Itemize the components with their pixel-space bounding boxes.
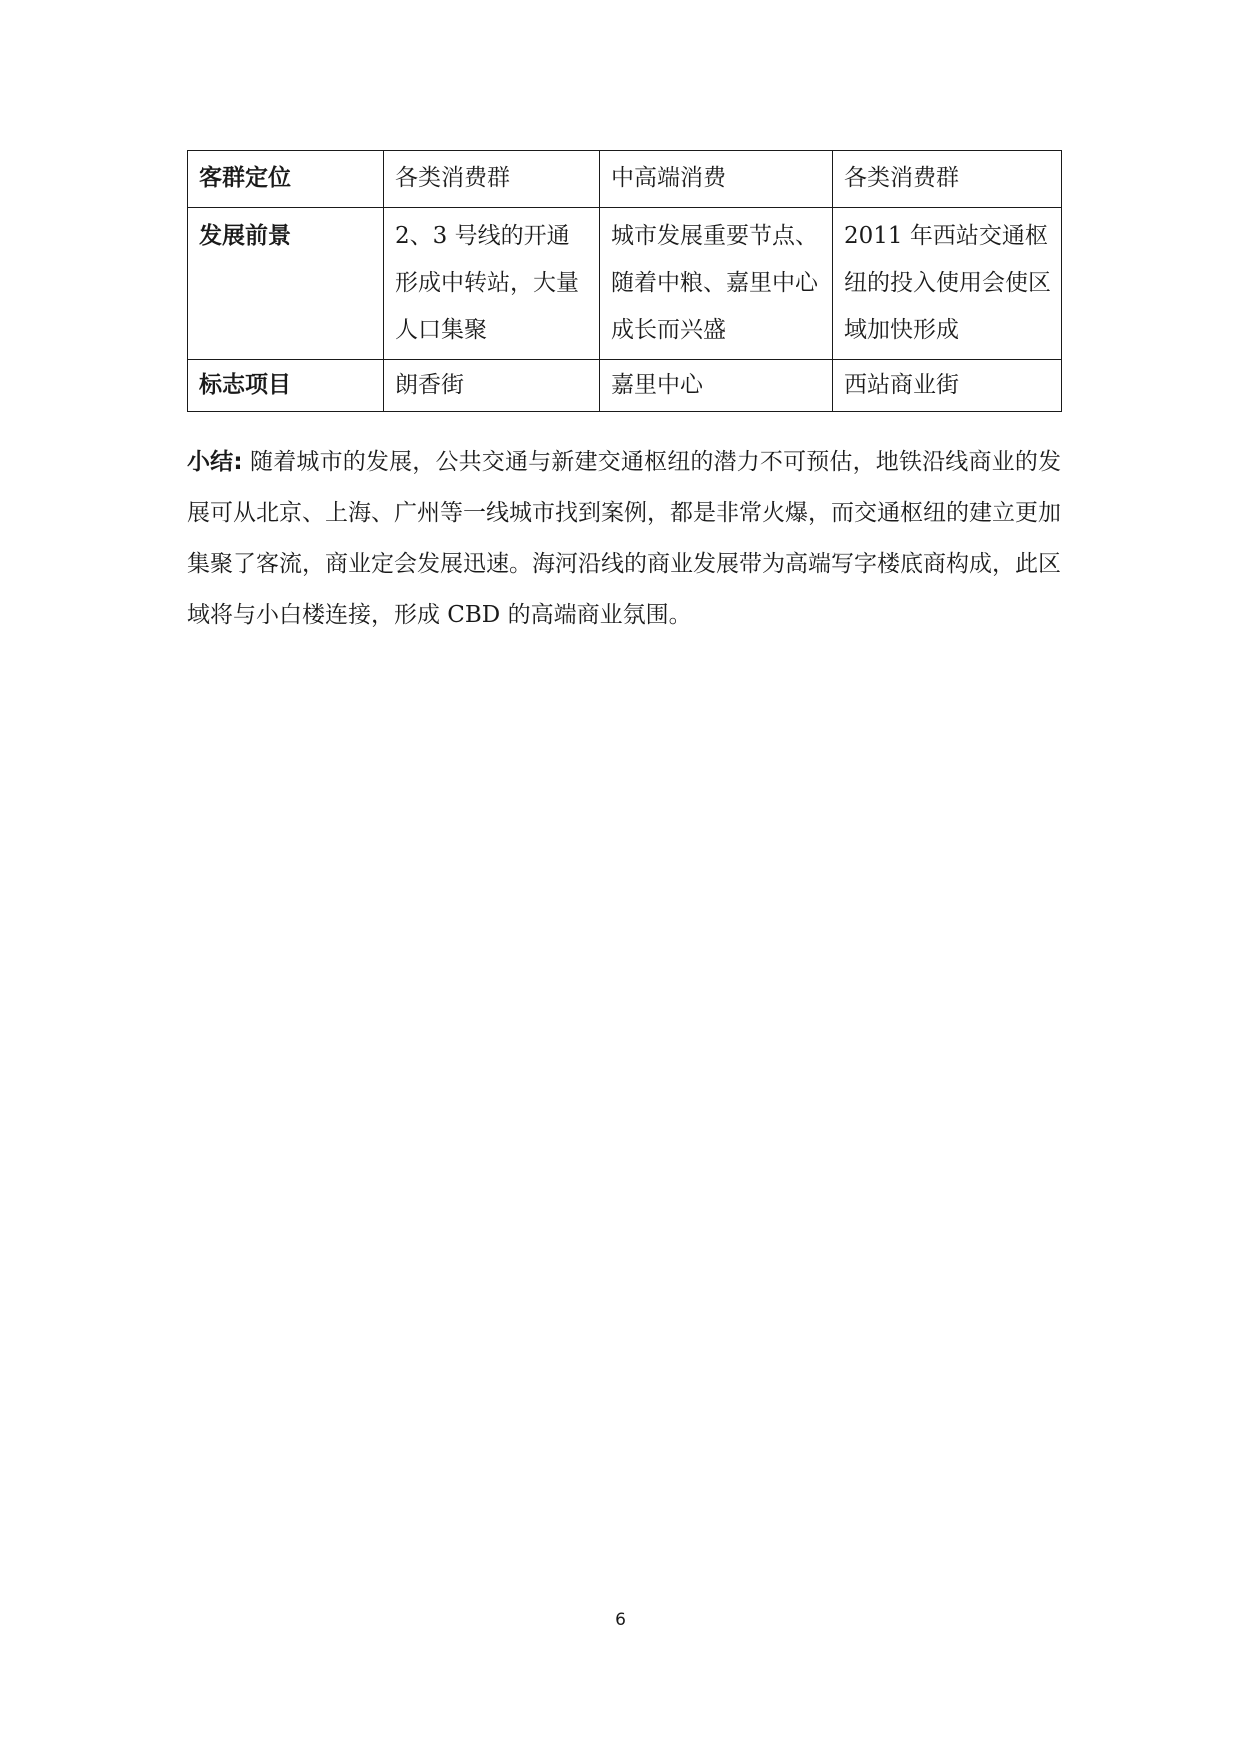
comparison-table — [187, 150, 1062, 412]
table-cell: 中高端消费 — [600, 151, 833, 208]
row-label-landmark-projects: 标志项目 — [188, 360, 384, 412]
summary-paragraph — [187, 437, 1061, 641]
table-row-landmark-projects — [188, 360, 1062, 412]
summary-text: 随着城市的发展，公共交通与新建交通枢纽的潜力不可预估，地铁沿线商业的发展可从北京、上海、广州等一线城市找到案例，都是非常火爆，而交通枢纽的建立更加集聚了客流，商业定会发展迅速。海河沿线的商业发展带为高端写字楼底商构成，此区域将与小白楼连接，形成 CBD 的高端商业氛围。 — [187, 449, 1062, 628]
table-cell: 各类消费群 — [384, 151, 600, 208]
table-cell: 各类消费群 — [833, 151, 1062, 208]
table-cell: 西站商业街 — [833, 360, 1062, 412]
row-label-customer-positioning: 客群定位 — [188, 151, 384, 208]
row-label-development-prospect: 发展前景 — [188, 208, 384, 360]
page-number: 6 — [615, 1610, 626, 1630]
table-row-development-prospect — [188, 208, 1062, 360]
table-cell: 嘉里中心 — [600, 360, 833, 412]
table-cell: 2、3 号线的开通形成中转站，大量人口集聚 — [384, 208, 600, 360]
table-cell: 2011 年西站交通枢纽的投入使用会使区域加快形成 — [833, 208, 1062, 360]
table-cell: 城市发展重要节点、随着中粮、嘉里中心成长而兴盛 — [600, 208, 833, 360]
summary-label: 小结: — [187, 449, 243, 475]
table-row-customer-positioning — [188, 151, 1062, 208]
table-cell: 朗香街 — [384, 360, 600, 412]
